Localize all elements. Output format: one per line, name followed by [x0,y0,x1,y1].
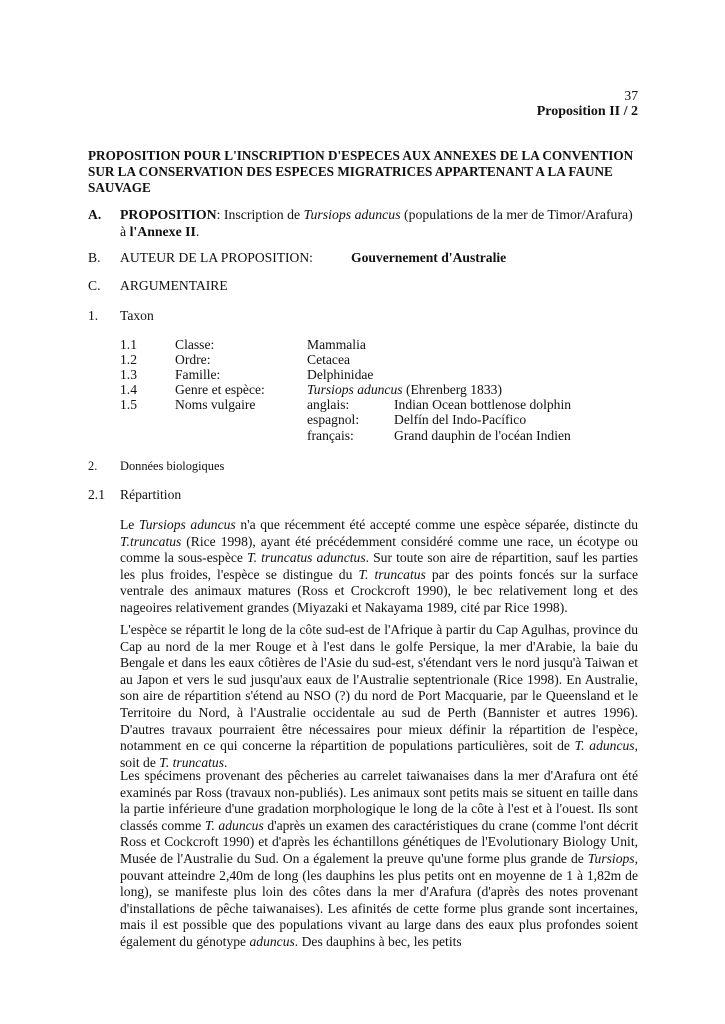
italic-text: Tursiops aduncus [138,517,236,532]
taxon-value [307,382,502,398]
taxon-label: Classe: [175,337,215,352]
paragraph-text: d'après un examen des caractéristiques du crane (comme l'ont décrit Ross et Cockcroft 1990) et d'après les échantillons génétiques de l'Evolutionary Biology Unit, Musée de l'Australie du Sud. On a également la preuve qu'une forme plus grande de [120,817,639,866]
section-2-1-number: 2.1 [88,487,105,502]
section-2-label: Données biologiques [120,459,225,473]
page-number: 37 [624,88,638,103]
paragraph-text: , soit de [120,738,638,770]
section-c-label: ARGUMENTAIRE [120,278,228,293]
section-b-label: AUTEUR DE LA PROPOSITION: [120,250,313,265]
section-a-annex: l'Annexe II [129,223,196,239]
paragraph-text: par des points foncés sur la surface ventrale des animaux matures (Ross et Crockcroft 1990), le bec relativement long et des nageoires relativement grandes (Miyazaki et Nakayama 1989, cité par Rice 1998). [120,566,638,615]
paragraph-text: . Des dauphins à bec, les petits [294,933,462,949]
taxon-value: Cetacea [307,352,351,367]
paragraph-1 [120,517,638,617]
paragraph-3 [120,768,638,951]
italic-text: aduncus [249,933,295,949]
italic-text: T. truncatus [159,754,224,770]
section-2-number: 2. [88,459,98,473]
paragraph-text: (Rice 1998), ayant été précédemment considéré comme une race, un écotype ou comme la sous-espèce [120,533,638,566]
italic-text: Tursiops [587,850,635,866]
section-a-label: PROPOSITION [120,207,217,222]
section-b-letter: B. [88,250,101,265]
paragraph-2 [120,622,638,771]
section-1-label: Taxon [120,308,154,323]
section-c-letter: C. [88,278,101,293]
taxon-value-rest: (Ehrenberg 1833) [402,382,502,397]
common-name-value: Indian Ocean bottlenose dolphin [394,397,572,412]
taxon-value: Delphinidae [307,367,374,382]
document-reference: Proposition II / 2 [536,104,638,119]
title-line-2: SUR LA CONSERVATION DES ESPECES MIGRATRICES APPARTENANT A LA FAUNE [88,164,613,179]
italic-text: T. truncatus adunctus [247,550,366,566]
common-name-lang: anglais: [307,397,350,412]
section-a-line2-post: . [195,223,200,239]
taxon-label: Genre et espèce: [175,382,265,397]
section-a-species: Tursiops aduncus [303,207,401,222]
paragraph-text: n'a que récemment été accepté comme une espèce séparée, distincte du [235,517,638,532]
taxon-value-italic: Tursiops aduncus [307,382,403,397]
section-a-text [120,207,650,240]
title-line-1: PROPOSITION POUR L'INSCRIPTION D'ESPECES AUX ANNEXES DE LA CONVENTION [88,148,634,163]
taxon-num: 1.2 [120,352,137,367]
common-name-lang: espagnol: [307,412,360,427]
italic-text: T.truncatus [120,533,182,549]
taxon-num: 1.4 [120,382,137,397]
common-name-value: Delfín del Indo-Pacífico [394,412,527,427]
paragraph-text: Le [120,517,139,532]
section-a-text1: : Inscription de [216,207,304,222]
section-a-text2: (populations de la mer de Timor/Arafura) [400,207,633,222]
italic-text: T. truncatus [358,566,426,582]
section-a-letter: A. [88,207,102,222]
taxon-value: Mammalia [307,337,366,352]
paragraph-text: , pouvant atteindre 2,40m de long (les dauphins les plus petits ont en moyenne de 1 à 1,82m de long), se manifeste plus loin des côtes dans la mer d'Arafura (d'après des notes provenant d'installations de pêche taiwanaises). Les afinités de cette forme plus grande sont incertaines, mais il est possible que des populations vivant au large dans des eaux plus profondes soient également du génotype [120,850,638,949]
taxon-num: 1.5 [120,397,137,412]
taxon-label: Ordre: [175,352,211,367]
common-name-lang: français: [307,428,354,443]
paragraph-text: . [223,754,228,770]
paragraph-text: L'espèce se répartit le long de la côte sud-est de l'Afrique à partir du Cap Agulhas, province du Cap au nord de la mer Rouge et à l'est dans le golfe Persique, la mer d'Arabie, la baie du Bengale et dans les eaux côtières de l'Asie du sud-est, s'étendant vers le nord jusqu'à Taiwan et au Japon et vers le sud jusqu'aux eaux de l'Australie septentrionale (Rice 1998). En Australie, son aire de répartition s'étend au NSO (?) du nord de Port Macquarie, par le Queensland et le Territoire du Nord, à l'Australie occidentale au sud de Perth (Bannister et autres 1996). D'autres travaux pourraient être nécessaires pour mieux définir la répartition de l'espèce, notamment en ce qui concerne la répartition de populations particulières, soit de [120,622,638,754]
taxon-num: 1.1 [120,337,137,352]
section-b-value: Gouvernement d'Australie [351,250,507,265]
paragraph-text: . Sur toute son aire de répartition, sauf les parties les plus froides, l'espèce se distingue du [120,550,638,582]
taxon-label: Noms vulgaire [175,397,256,412]
italic-text: T. aduncus [204,817,264,833]
taxon-label: Famille: [175,367,221,382]
title-line-3: SAUVAGE [88,180,151,195]
common-name-value: Grand dauphin de l'océan Indien [394,428,571,443]
section-2-1-label: Répartition [120,487,182,502]
document-title [88,148,648,196]
paragraph-text: Les spécimens provenant des pêcheries au carrelet taiwanaises dans la mer d'Arafura ont été examinés par Ross (travaux non-publiés). Les animaux sont petits mais se situent en taille dans la partie inférieure d'une gradation morphologique le long de la côte à l'est et à l'ouest. Ils sont classés comme [120,768,638,833]
section-1-number: 1. [88,308,99,323]
section-a-line2-pre: à [120,223,130,239]
italic-text: T. aduncus [574,738,635,754]
taxon-num: 1.3 [120,367,137,382]
